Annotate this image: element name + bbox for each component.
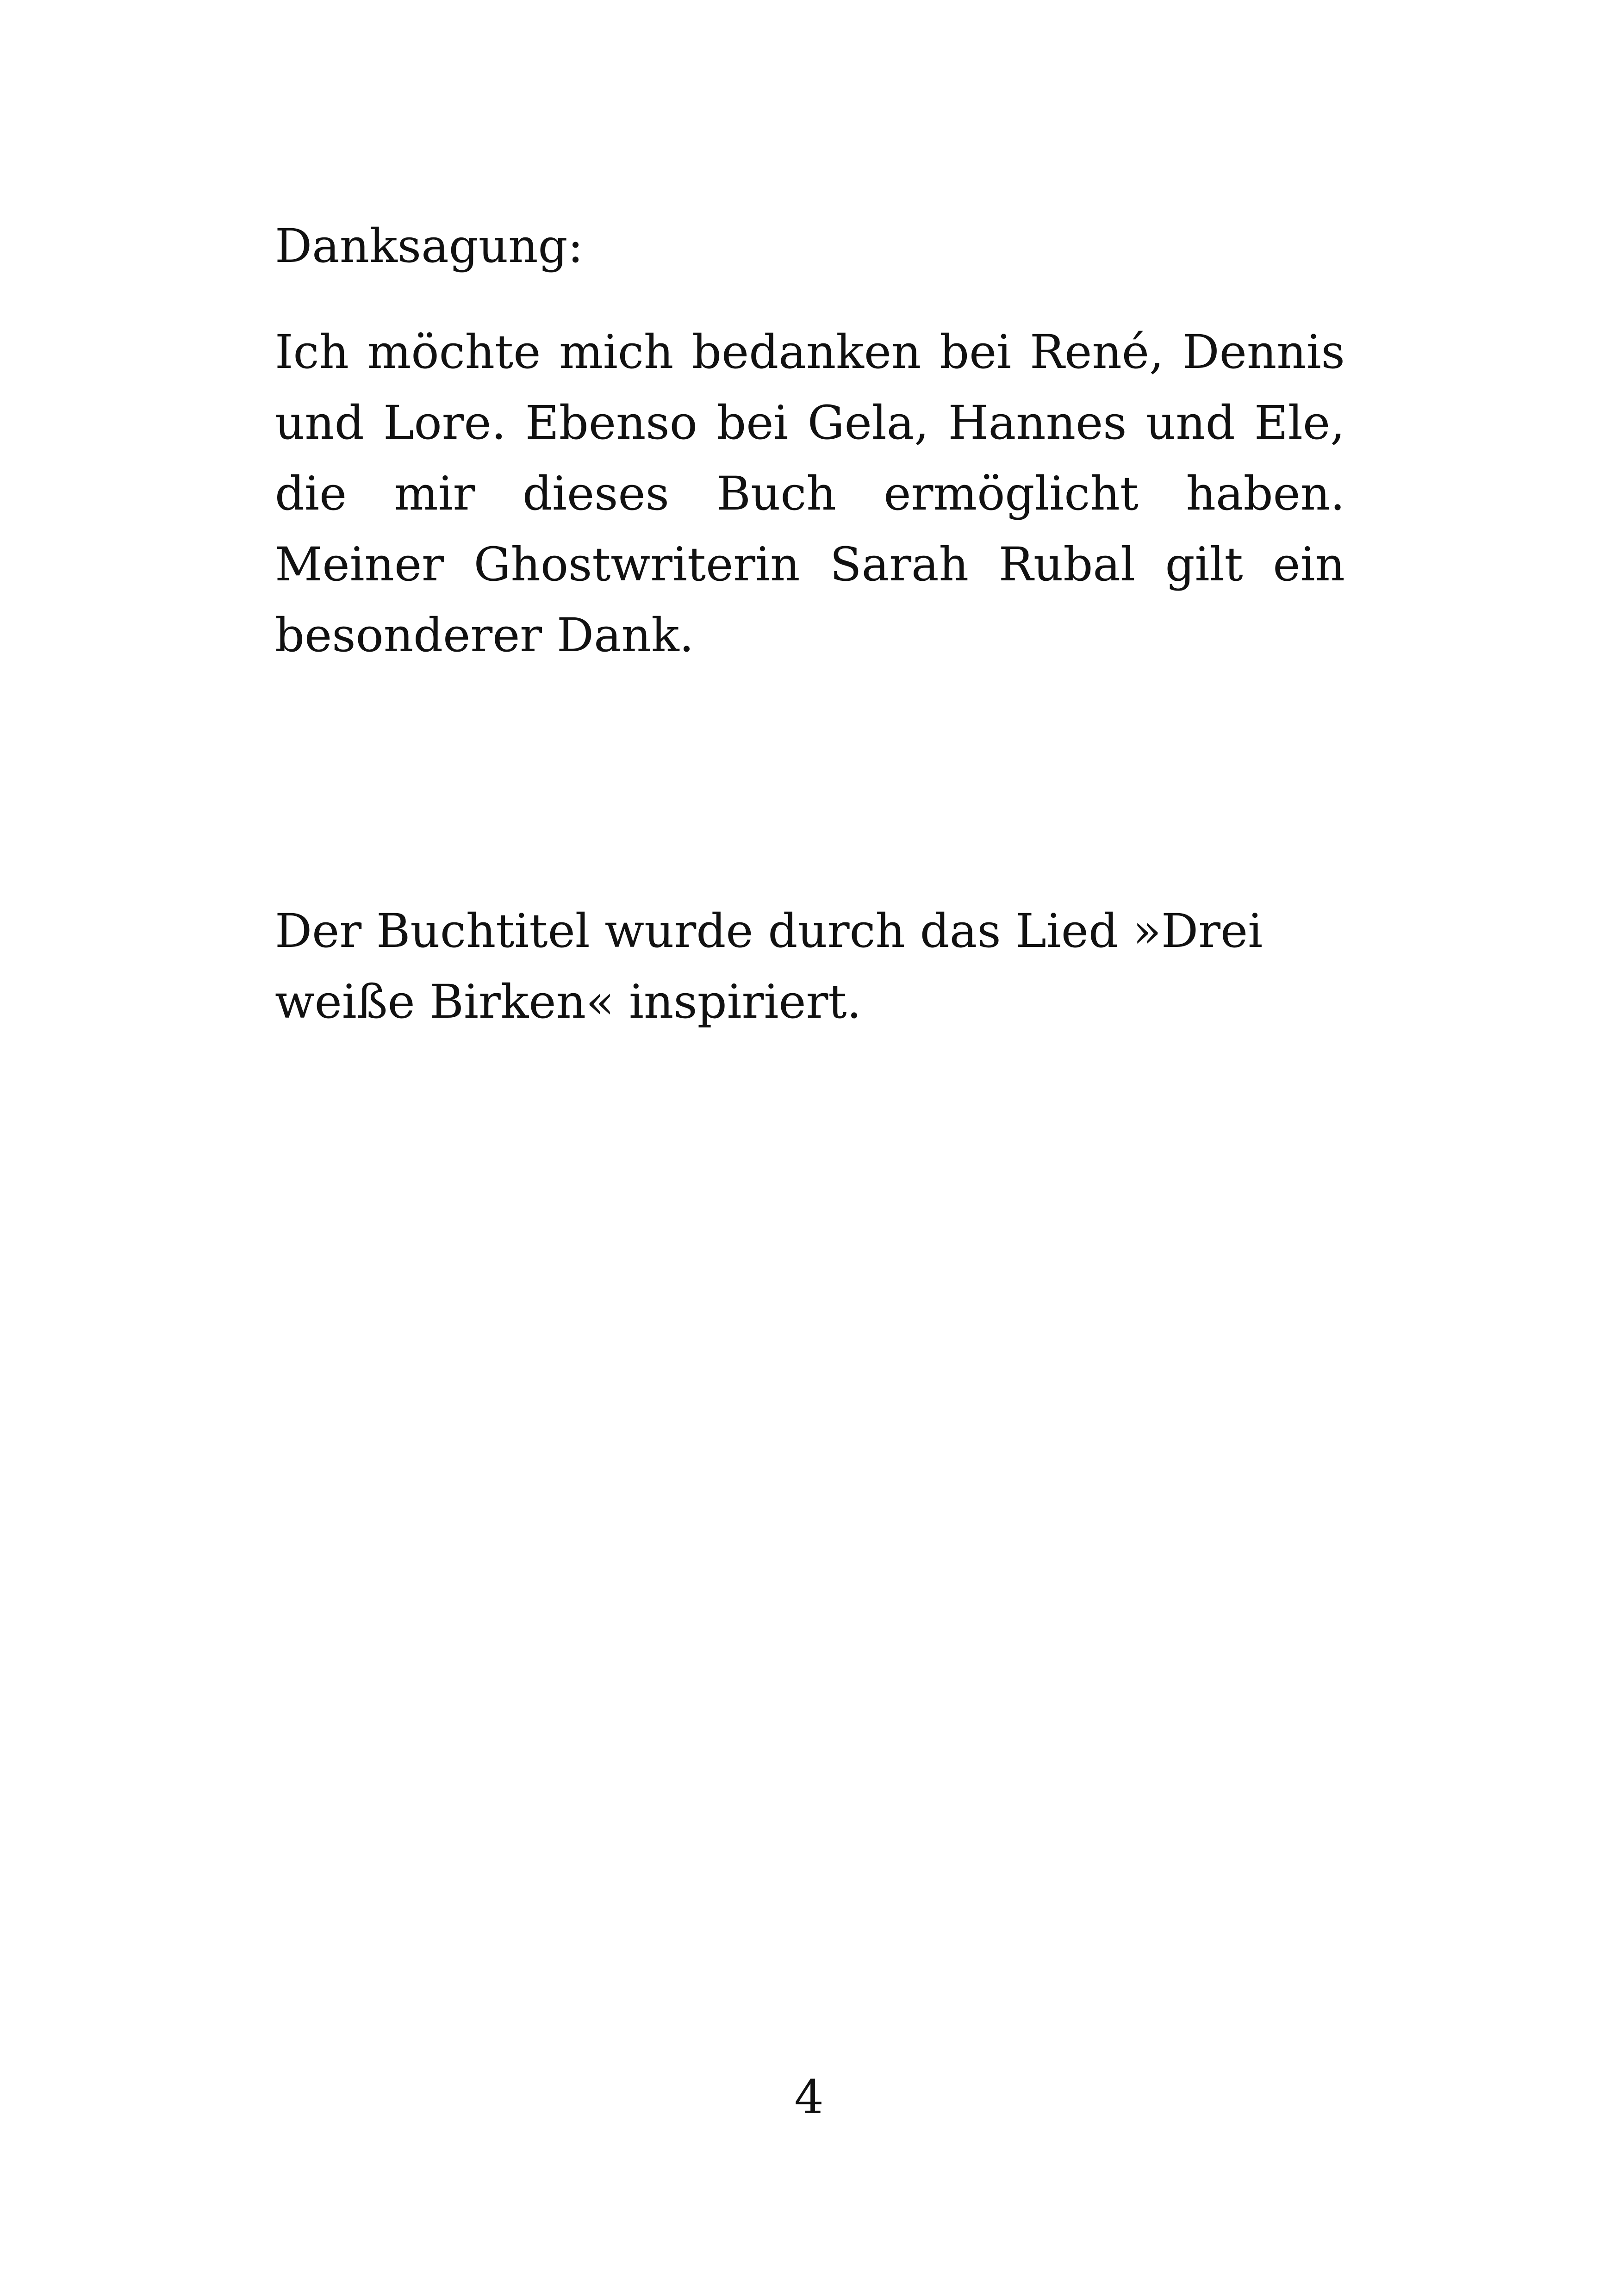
page-number: 4 <box>794 2070 824 2124</box>
acknowledgments-heading: Danksagung: <box>275 219 584 273</box>
acknowledgments-paragraph: Ich möchte mich bedanken bei René, Dennis und Lore. Ebenso bei Gela, Hannes und Ele, die mir dieses Buch ermöglicht haben. Meiner Ghostwriterin Sarah Rubal gilt ein besonderer Dank. <box>275 325 1345 662</box>
book-title-note: Der Buchtitel wurde durch das Lied »Drei weiße Birken« inspiriert. <box>275 904 1263 1029</box>
